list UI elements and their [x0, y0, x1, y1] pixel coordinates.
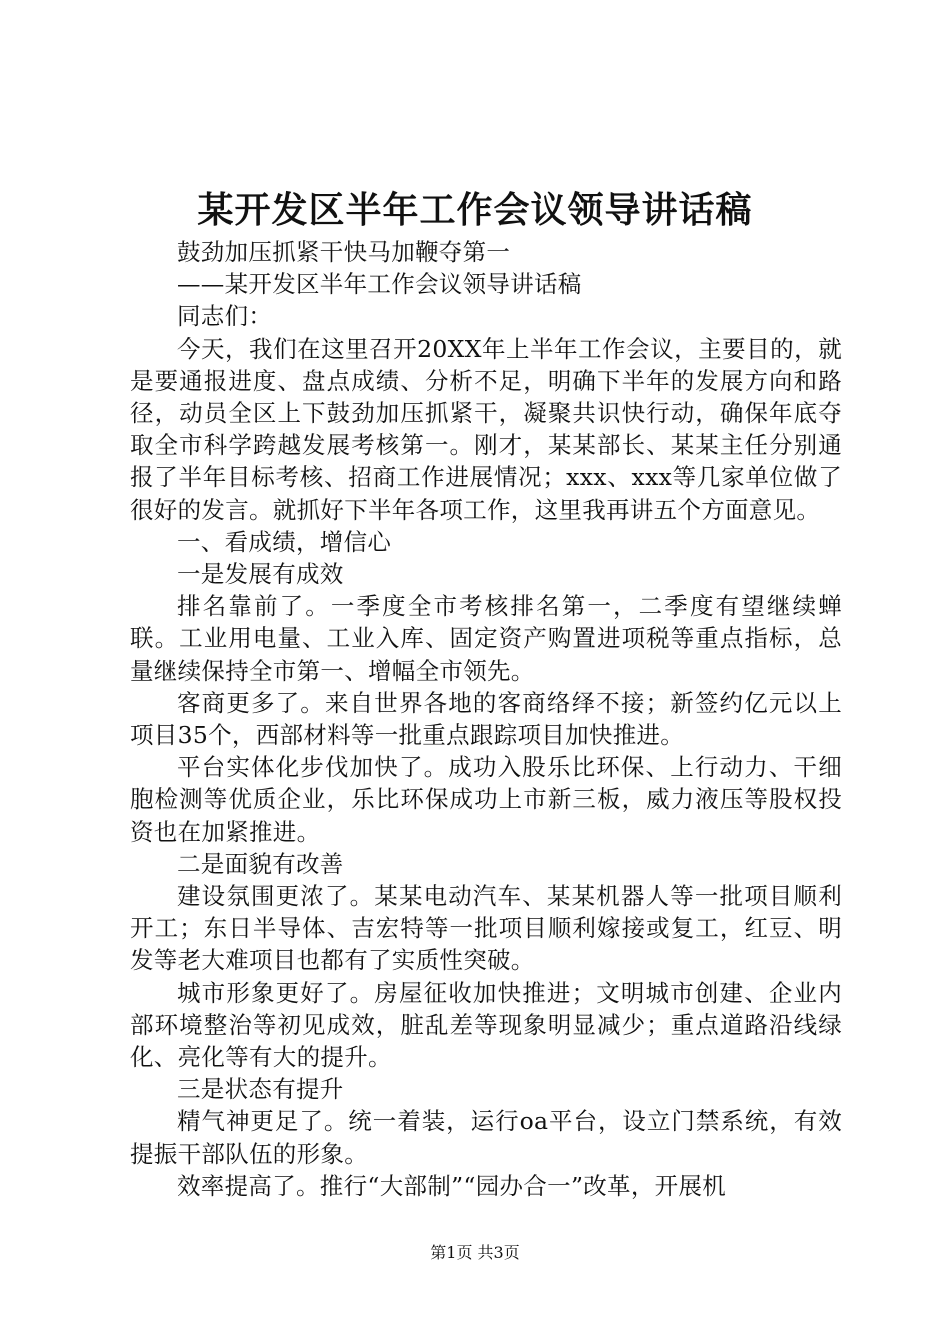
paragraph-salutation: 同志们：	[177, 302, 273, 331]
paragraph-intro: 今天，我们在这里召开20XX年上半年工作会议，主要目的，就是要通报进度、盘点成绩、分析不足，明确下半年的发展方向和路径，动员全区上下鼓劲加压抓紧干，凝聚共识快行动，确保年底夺取全市科学跨越发展考核第一。刚才，某某部长、某某主任分别通报了半年目标考核、招商工作进展情况；xxx、xxx等几家单位做了很好的发言。就抓好下半年各项工作，这里我再讲五个方面意见。	[130, 334, 842, 524]
paragraph: 排名靠前了。一季度全市考核排名第一，二季度有望继续蝉联。工业用电量、工业入库、固定资产购置进项税等重点指标，总量继续保持全市第一、增幅全市领先。	[130, 592, 842, 685]
paragraph: 建设氛围更浓了。某某电动汽车、某某机器人等一批项目顺利开工；东日半导体、吉宏特等一批项目顺利嫁接或复工，红豆、明发等老大难项目也都有了实质性突破。	[130, 882, 842, 975]
paragraph-subtitle: 鼓劲加压抓紧干快马加鞭夺第一	[177, 238, 511, 266]
paragraph: 效率提高了。推行“大部制”“园办合一”改革，开展机	[177, 1171, 727, 1200]
page-number-footer: 第1页 共3页	[430, 1243, 520, 1262]
paragraph: 精气神更足了。统一着装，运行oa平台，设立门禁系统，有效提振干部队伍的形象。	[130, 1107, 842, 1168]
subsection-heading-3: 三是状态有提升	[177, 1075, 344, 1104]
section-heading-1: 一、看成绩，增信心	[177, 527, 392, 556]
document-body	[130, 236, 842, 1202]
paragraph: 平台实体化步伐加快了。成功入股乐比环保、上行动力、干细胞检测等优质企业，乐比环保成功上市新三板，威力液压等股权投资也在加紧推进。	[130, 753, 842, 846]
document-title: 某开发区半年工作会议领导讲话稿	[197, 189, 753, 231]
paragraph-subtitle-source: ——某开发区半年工作会议领导讲话稿	[177, 270, 582, 299]
paragraph: 客商更多了。来自世界各地的客商络绎不接；新签约亿元以上项目35个，西部材料等一批重点跟踪项目加快推进。	[130, 688, 842, 750]
paragraph: 城市形象更好了。房屋征收加快推进；文明城市创建、企业内部环境整治等初见成效，脏乱差等现象明显减少；重点道路沿线绿化、亮化等有大的提升。	[130, 978, 842, 1072]
subsection-heading-2: 二是面貌有改善	[177, 849, 344, 878]
subsection-heading-1: 一是发展有成效	[177, 560, 344, 589]
